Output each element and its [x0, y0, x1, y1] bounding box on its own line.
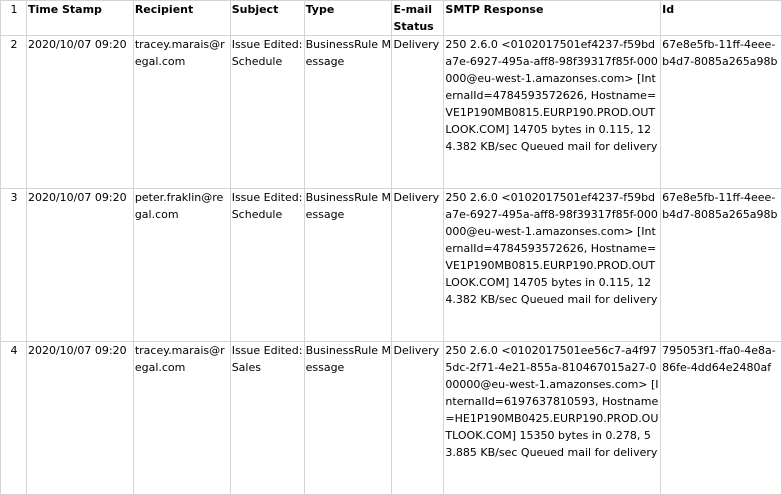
header-recipient[interactable]: Recipient	[133, 1, 230, 36]
cell-email-status[interactable]: Delivery	[392, 36, 444, 189]
table-row	[1, 342, 782, 495]
cell-email-status[interactable]: Delivery	[392, 342, 444, 495]
cell-recipient[interactable]: tracey.marais@regal.com	[133, 36, 230, 189]
cell-subject[interactable]: Issue Edited: Schedule	[230, 36, 304, 189]
cell-smtp-response[interactable]: 250 2.6.0 <0102017501ef4237-f59bda7e-6927-495a-aff8-98f39317f85f-000000@eu-west-1.amazonses.com> [InternalId=4784593572626, Hostname=VE1P190MB0815.EURP190.PROD.OUTLOOK.COM] 14705 bytes in 0.115, 124.382 KB/sec Queued mail for delivery	[444, 36, 661, 189]
table-row	[1, 189, 782, 342]
row-number[interactable]: 1	[1, 1, 27, 36]
cell-time-stamp[interactable]: 2020/10/07 09:20	[26, 36, 133, 189]
row-number[interactable]: 3	[1, 189, 27, 342]
cell-smtp-response[interactable]: 250 2.6.0 <0102017501ee56c7-a4f975dc-2f71-4e21-855a-810467015a27-000000@eu-west-1.amazonses.com> [InternalId=6197637810593, Hostname=HE1P190MB0425.EURP190.PROD.OUTLOOK.COM] 15350 bytes in 0.278, 53.885 KB/sec Queued mail for delivery	[444, 342, 661, 495]
cell-type[interactable]: BusinessRule Message	[304, 189, 392, 342]
cell-id[interactable]: 795053f1-ffa0-4e8a-86fe-4dd64e2480af	[661, 342, 782, 495]
cell-smtp-response[interactable]: 250 2.6.0 <0102017501ef4237-f59bda7e-6927-495a-aff8-98f39317f85f-000000@eu-west-1.amazonses.com> [InternalId=4784593572626, Hostname=VE1P190MB0815.EURP190.PROD.OUTLOOK.COM] 14705 bytes in 0.115, 124.382 KB/sec Queued mail for delivery	[444, 189, 661, 342]
header-row	[1, 1, 782, 36]
cell-email-status[interactable]: Delivery	[392, 189, 444, 342]
cell-id[interactable]: 67e8e5fb-11ff-4eee-b4d7-8085a265a98b	[661, 36, 782, 189]
cell-type[interactable]: BusinessRule Message	[304, 342, 392, 495]
cell-type[interactable]: BusinessRule Message	[304, 36, 392, 189]
header-id[interactable]: Id	[661, 1, 782, 36]
row-number[interactable]: 4	[1, 342, 27, 495]
cell-time-stamp[interactable]: 2020/10/07 09:20	[26, 342, 133, 495]
header-smtp-response[interactable]: SMTP Response	[444, 1, 661, 36]
header-time-stamp[interactable]: Time Stamp	[26, 1, 133, 36]
table-row	[1, 36, 782, 189]
cell-subject[interactable]: Issue Edited: Schedule	[230, 189, 304, 342]
row-number[interactable]: 2	[1, 36, 27, 189]
cell-time-stamp[interactable]: 2020/10/07 09:20	[26, 189, 133, 342]
header-subject[interactable]: Subject	[230, 1, 304, 36]
header-type[interactable]: Type	[304, 1, 392, 36]
cell-recipient[interactable]: peter.fraklin@regal.com	[133, 189, 230, 342]
cell-recipient[interactable]: tracey.marais@regal.com	[133, 342, 230, 495]
header-email-status[interactable]: E-mail Status	[392, 1, 444, 36]
cell-id[interactable]: 67e8e5fb-11ff-4eee-b4d7-8085a265a98b	[661, 189, 782, 342]
cell-subject[interactable]: Issue Edited: Sales	[230, 342, 304, 495]
